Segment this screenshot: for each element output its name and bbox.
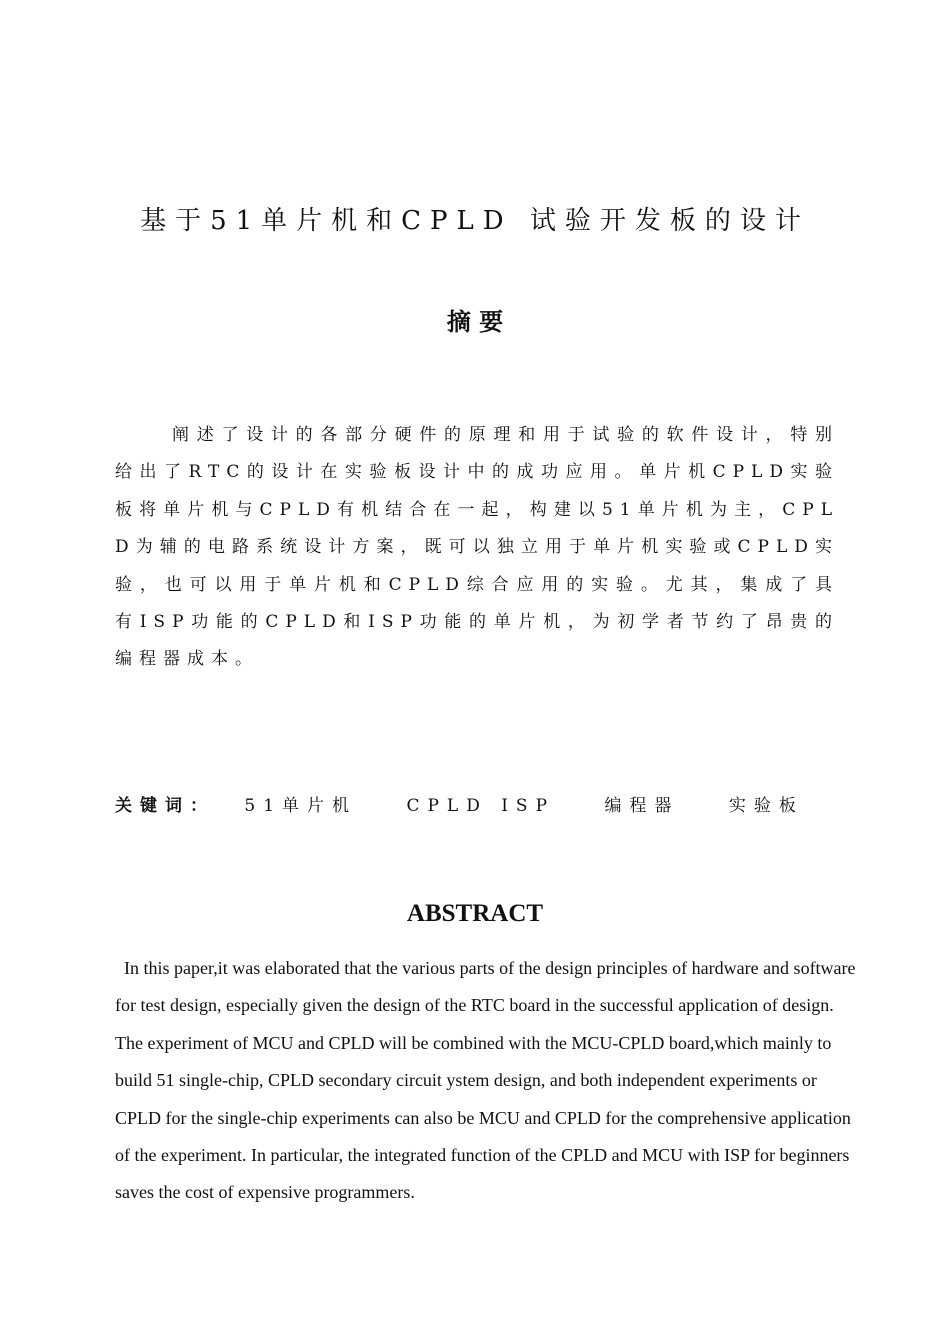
keyword-item: 51单片机 [244,796,358,816]
abstract-body-zh: 阐述了设计的各部分硬件的原理和用于试验的软件设计，特别给出了RTC的设计在实验板设计中的成功应用。单片机CPLD实验板将单片机与CPLD有机结合在一起，构建以51单片机为主，CPLD为辅的电路系统设计方案，既可以独立用于单片机实验或CPLD实验，也可以用于单片机和CPLD综合应用的实验。尤其，集成了具有ISP功能的CPLD和ISP功能的单片机，为初学者节约了昂贵的编程器成本。 [115,425,839,670]
keyword-item: 实验板 [728,796,804,816]
keyword-item: 编程器 [604,796,680,816]
keywords-line [115,788,835,824]
document-title: 基于51单片机和CPLD 试验开发板的设计 [140,206,810,236]
abstract-body-en: In this paper,it was elaborated that the various parts of the design principles of hardware and software for test design, especially given the design of the RTC board in the successful application of design. The experiment of MCU and CPLD will be combined with the MCU-CPLD board,which mainly to build 51 single-chip, CPLD secondary circuit ystem design, and both independent experiments or CPLD for the single-chip experiments can also be MCU and CPLD for the comprehensive application of the experiment. In particular, the integrated function of the CPLD and MCU with ISP for beginners saves the cost of expensive programmers. [115,958,856,1203]
abstract-heading-en: ABSTRACT [406,900,544,927]
abstract-heading-zh: 摘 要 [446,307,504,336]
keyword-item: CPLD ISP [406,796,556,816]
keywords-label: 关键词： [115,796,215,816]
